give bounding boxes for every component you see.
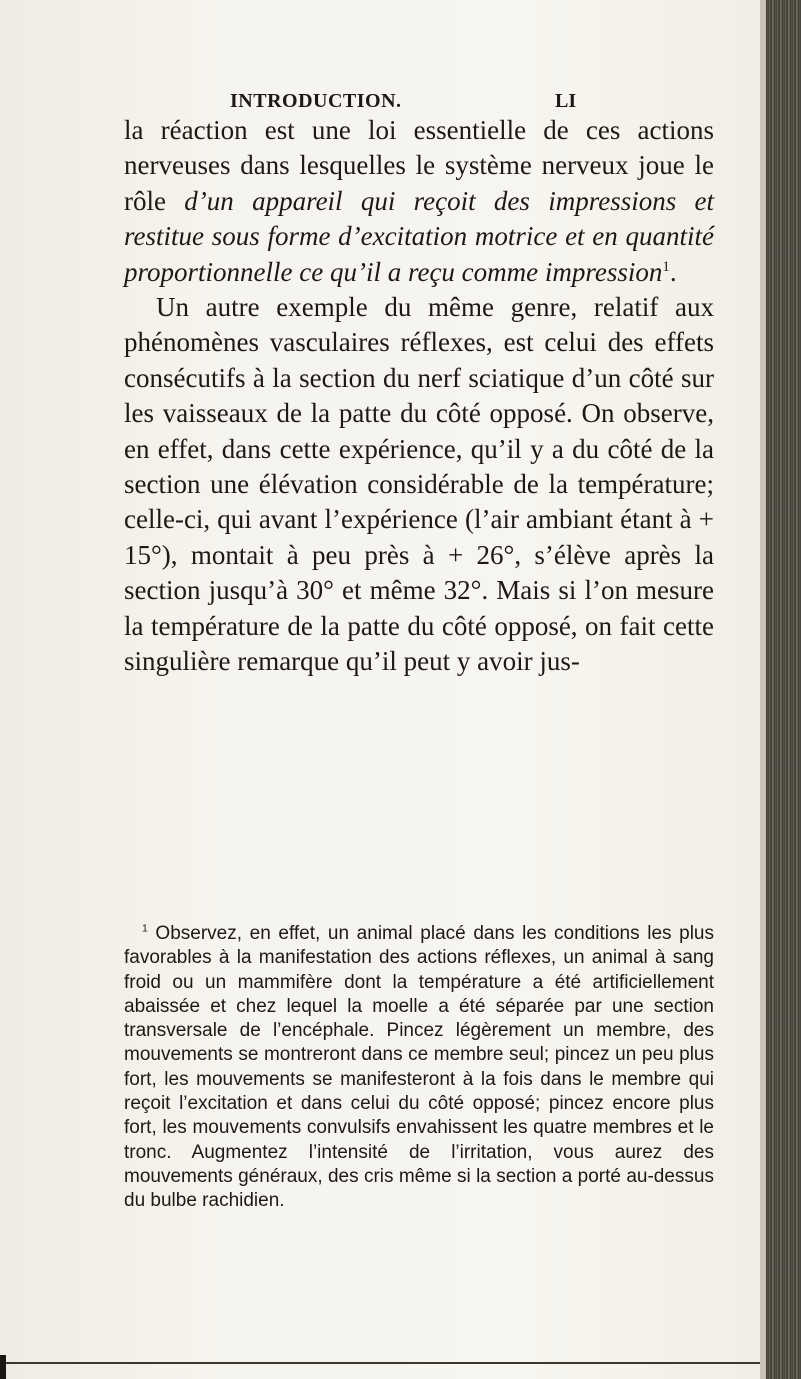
paragraph-2: Un autre exemple du même genre, relatif aux phénomènes vasculaires réflexes, est celui des effets consécutifs à la section du nerf sciatique d’un côté sur les vaisseaux de la patte du côté opposé. On observe, en effet, dans cette expérience, qu’il y a du côté de la section une élévation considérable de la température; celle-ci, qui avant l’expérience (l’air ambiant étant à + 15°), montait à peu près à + 26°, s’élève après la section jusqu’à 30° et même 32°. Mais si l’on mesure la température de la patte du côté opposé, on fait cette singulière remarque qu’il peut y avoir jus- [124, 292, 714, 677]
footnotes [124, 922, 714, 1214]
page-number: LI [555, 90, 577, 112]
footnote-1 [124, 922, 714, 1214]
footnote-marker: 1 [142, 923, 148, 935]
footnote-1-text: Observez, en effet, un animal placé dans les conditions les plus favorables à la manifestation des actions réflexes, un animal à sang froid ou un mammifère dont la température a été artificiellement abaissée et chez lequel la moelle a été séparée par une section transversale de l’encéphale. Pincez légèrement un membre, des mouvements se montreront dans ce membre seul; pincez un peu plus fort, les mouvements se manifesteront à la fois dans le membre qui reçoit l’excitation et dans celui du côté opposé; pincez encore plus fort, les mouvements convulsifs envahissent les quatre membres et le tronc. Augmentez l’intensité de l’irritation, vous aurez des mouvements généraux, des cris même si la section a porté au-dessus du bulbe rachidien. [124, 923, 714, 1212]
book-binding-gutter [760, 0, 801, 1379]
paragraph-1-italic: d’un appareil qui reçoit des impressions et restitue sous forme d’excitation motrice et en quantité proportionnelle ce qu’il a reçu comme impression [124, 185, 714, 287]
paragraph-1-text: la réaction est une loi essentielle de ces actions nerveuses dans lesquelles le système nerveux joue le rôle [124, 115, 714, 216]
left-edge-mark [0, 1355, 6, 1379]
running-title: INTRODUCTION. [230, 90, 402, 112]
footnote-reference: 1 [662, 258, 670, 275]
main-text [124, 113, 714, 680]
bottom-edge-line [0, 1362, 760, 1364]
paragraph-1 [124, 113, 714, 290]
paragraph-1-end: . [669, 256, 677, 287]
